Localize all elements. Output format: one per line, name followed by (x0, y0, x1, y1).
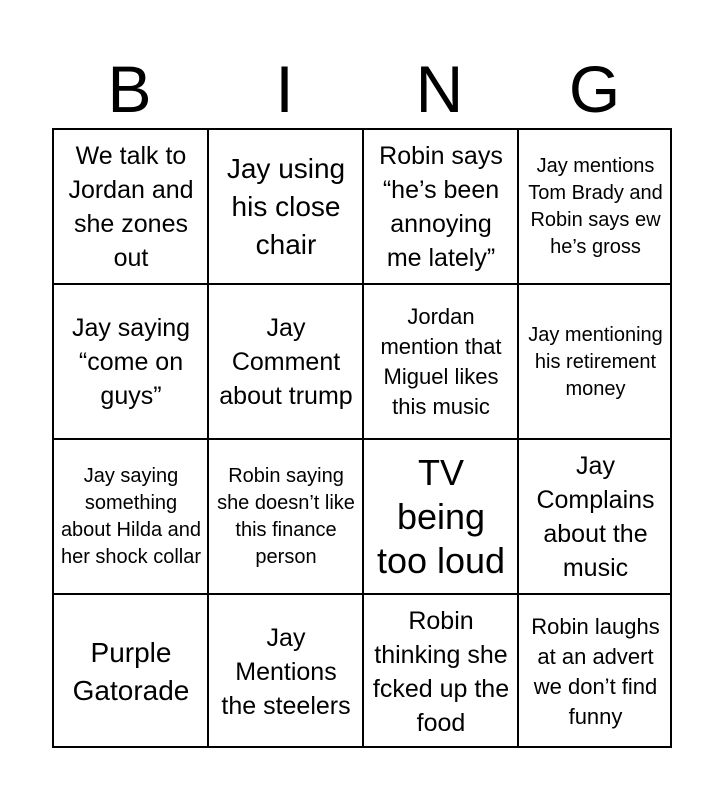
bingo-cell[interactable]: Jay Mentions the steelers (221, 623, 351, 720)
bingo-header (52, 50, 672, 128)
bingo-board (52, 128, 672, 748)
bingo-cell[interactable]: Jay mentioning his retirement money (528, 323, 663, 400)
bingo-cell[interactable]: Robin says “he’s been annoying me lately” (379, 142, 503, 272)
bingo-cell[interactable]: Robin thinking she fcked up the food (372, 606, 510, 737)
bingo-cell[interactable]: Jay mentions Tom Brady and Robin says ew he’s gross (528, 155, 663, 258)
bingo-cell[interactable]: Robin saying she doesn’t like this finance person (217, 465, 355, 568)
bingo-cell[interactable]: Jay Comment about trump (219, 314, 353, 410)
bingo-cell[interactable]: Purple Gatorade (72, 636, 190, 706)
bingo-cell[interactable]: TV being too loud (376, 452, 506, 581)
bingo-cell[interactable]: We talk to Jordan and she zones out (68, 142, 194, 272)
header-letter-n: N (415, 52, 464, 126)
header-letter-g: G (568, 52, 621, 126)
bingo-cell[interactable]: Jordan mention that Miguel likes this music (380, 304, 502, 419)
bingo-cell[interactable]: Robin laughs at an advert we don’t find funny (531, 613, 660, 729)
header-letter-b: B (107, 52, 152, 126)
header-letter-i: I (275, 52, 294, 126)
bingo-cell[interactable]: Jay Complains about the music (536, 452, 655, 582)
bingo-cell[interactable]: Jay saying “come on guys” (71, 314, 191, 410)
bingo-cell[interactable]: Jay saying something about Hilda and her shock collar (60, 465, 202, 568)
bingo-cell[interactable]: Jay using his close chair (226, 153, 346, 260)
